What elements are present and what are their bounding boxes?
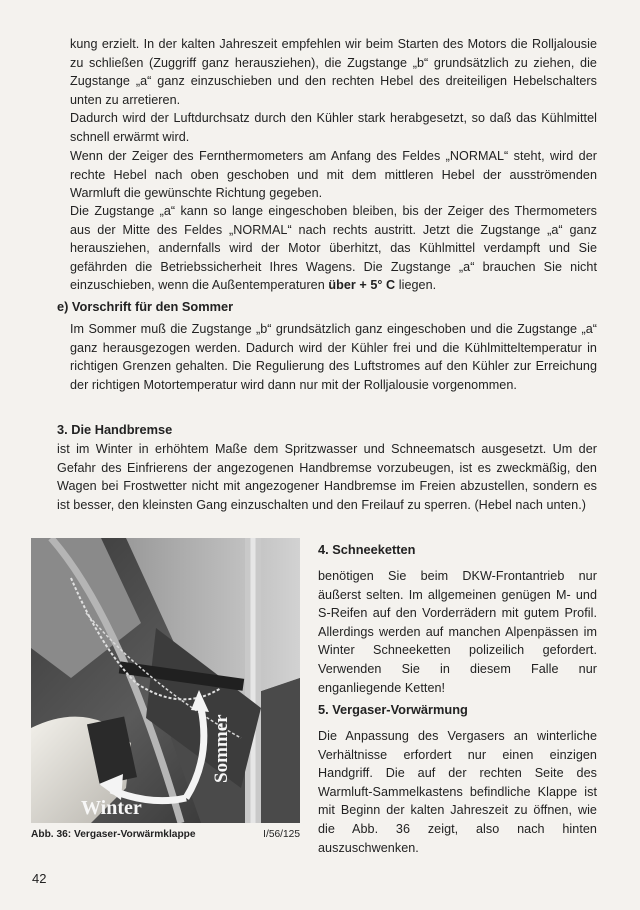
section-3-heading: 3. Die Handbremse: [57, 422, 173, 437]
intro-paragraph-4: [70, 202, 597, 295]
section-5-heading: 5. Vergaser-Vorwärmung: [318, 702, 468, 717]
intro-paragraph-4-text: Die Zugstange „a“ kann so lange eingeschoben bleiben, bis der Zeiger des Thermometers aus der Mitte des Feldes „NORMAL“ nach rechts austritt. Jetzt die Zugstange „a“ ganz herausziehen, andernfalls wird der Motor überhitzt, das Kühlmittel verdampft und Sie gefährden die Betriebssicherheit Ihres Wagens. Die Zugstange „a“ brauchen Sie nicht einzuschieben, wenn die Außentemperaturen: [70, 204, 597, 293]
temperature-threshold: über + 5° C: [328, 278, 396, 293]
figure-caption-text: Abb. 36: Vergaser-Vorwärmklappe: [31, 829, 196, 840]
section-5-text: Die Anpassung des Vergasers an winterliche Verhältnisse erfordert nur einen einzigen Handgriff. Die auf der rechten Seite des Warmluft-Sammelkastens befindliche Klappe ist mit Beginn der kalten Jahreszeit zu öffnen, wie die Abb. 36 zeigt, also nach hinten auszuschwenken.: [318, 729, 597, 855]
figure-caption: [31, 828, 300, 841]
intro-paragraph-2: Dadurch wird der Luftdurchsatz durch den Kühler stark herabgesetzt, so daß das Kühlmittel schnell erwärmt wird.: [70, 111, 597, 144]
section-e-heading: e) Vorschrift für den Sommer: [57, 299, 234, 314]
sommer-label: Sommer: [211, 714, 232, 783]
intro-paragraph-4-end: liegen.: [398, 278, 437, 293]
page-number: 42: [32, 871, 47, 886]
section-4-heading: 4. Schneeketten: [318, 542, 416, 557]
section-3-text: ist im Winter in erhöhtem Maße dem Spritzwasser und Schneematsch ausgesetzt. Um der Gefahr des Einfrierens der angezogenen Handbremse vorzubeugen, ist es zweckmäßig, den Wagen bei Frostwetter nicht mit angezogener Handbremse im Freien abzustellen, sondern es ist besser, den kleinsten Gang einzuschalten und den Freilauf zu sperren. (Hebel nach unten.): [57, 442, 597, 512]
section-4-text: benötigen Sie beim DKW-Frontantrieb nur äußerst selten. Im allgemeinen genügen M- und S-Reifen auf den Vorderrädern mit gutem Profil. Allerdings werden auf manchen Alpenpässen im Winter Schneeketten polizeilich gefordert. Verwenden Sie in diesem Falle nur enganliegende Ketten!: [318, 569, 597, 695]
intro-paragraph-1: kung erzielt. In der kalten Jahreszeit empfehlen wir beim Starten des Motors die Rolljalousie zu schließen (Zuggriff ganz herausziehen), die Zugstange „b“ grundsätzlich zu ziehen, die Zugstange „a“ ganz einzuschieben und den rechten Hebel des dreiteiligen Hebelschalters unten zu arretieren.: [70, 37, 597, 107]
section-e-text: Im Sommer muß die Zugstange „b“ grundsätzlich ganz eingeschoben und die Zugstange „a“ ganz herausgezogen werden. Dadurch wird der Kühler frei und die Kühlmitteltemperatur in richtigen Grenzen gehalten. Die Regulierung des Luftstromes auf den Kühler zur Erreichung der richtigen Motortemperatur wird dann nur mit der Rolljalousie vorgenommen.: [70, 322, 597, 392]
intro-paragraph-3: Wenn der Zeiger des Fernthermometers am Anfang des Feldes „NORMAL“ steht, wird der rechte Hebel nach oben geschoben und mit dem mittleren Hebel der ausströmenden Warmluft die gewünschte Richtung gegeben.: [70, 149, 597, 201]
figure-reference: I/56/125: [263, 829, 300, 840]
winter-label: Winter: [81, 797, 142, 819]
photo-illustration: [31, 538, 300, 823]
figure-carburetor-flap-photo: [31, 538, 300, 823]
